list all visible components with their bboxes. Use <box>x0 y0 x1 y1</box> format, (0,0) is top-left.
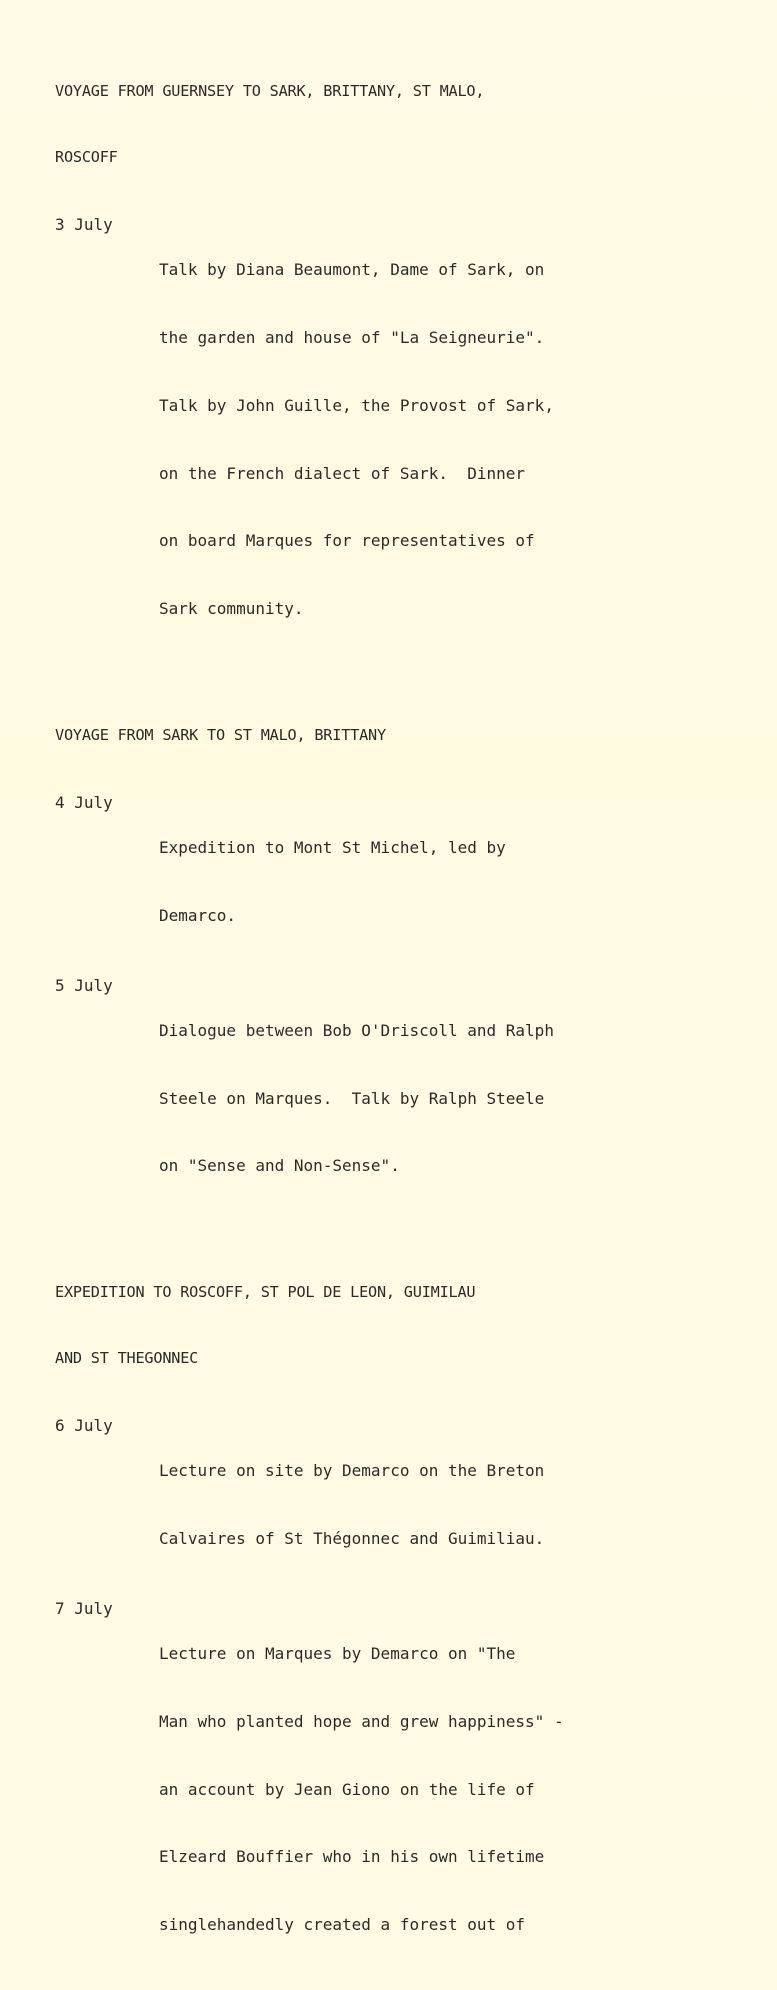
heading-line: AND ST THEGONNEC <box>55 1349 199 1368</box>
description-line: Dialogue between Bob O'Driscoll and Ralph <box>159 1020 554 1040</box>
entry-description <box>159 1598 745 1982</box>
itinerary-entry <box>55 975 745 1224</box>
description-line: Lecture on site by Demarco on the Breton <box>159 1461 545 1481</box>
itinerary-content <box>55 36 745 1990</box>
description-line: Expedition to Mont St Michel, led by <box>159 838 506 858</box>
description-line: Elzeard Bouffier who in his own lifetime <box>159 1847 545 1867</box>
entry-description <box>159 1415 745 1596</box>
description-line: Steele on Marques. Talk by Ralph Steele <box>159 1088 545 1108</box>
entry-date: 6 July <box>55 1416 113 1436</box>
entry-date: 4 July <box>55 792 113 812</box>
description-line: Demarco. <box>159 905 237 925</box>
description-line: Talk by John Guille, the Provost of Sark, <box>159 395 554 415</box>
entry-description <box>159 975 745 1224</box>
entry-date: 3 July <box>55 215 113 234</box>
heading-line: ROSCOFF <box>55 148 118 166</box>
description-line: Sark community. <box>159 599 304 619</box>
description-line: singlehandedly created a forest out of <box>159 1915 526 1935</box>
description-line: Lecture on Marques by Demarco on "The <box>159 1644 516 1664</box>
entry-date: 5 July <box>55 975 113 995</box>
entry-date: 7 July <box>55 1598 113 1618</box>
heading-line: VOYAGE FROM GUERNSEY TO SARK, BRITTANY, ST MALO, <box>55 82 485 100</box>
section-heading <box>55 1237 745 1413</box>
section-heading <box>55 36 745 212</box>
section-expedition-roscoff <box>55 1237 745 1982</box>
description-line: on "Sense and Non-Sense". <box>159 1156 400 1176</box>
description-line: Man who planted hope and grew happiness" - <box>159 1711 564 1731</box>
description-line: Talk by Diana Beaumont, Dame of Sark, on <box>159 260 545 280</box>
description-line: on board Marques for representatives of <box>159 531 535 551</box>
entry-description <box>159 792 745 973</box>
itinerary-entry <box>55 1598 745 1982</box>
section-guernsey-to-sark <box>55 36 745 666</box>
section-heading <box>55 680 745 790</box>
description-line: Calvaires of St Thégonnec and Guimiliau. <box>159 1529 545 1549</box>
entry-description <box>159 214 745 666</box>
description-line: the garden and house of "La Seigneurie". <box>159 327 545 347</box>
itinerary-entry <box>55 1415 745 1596</box>
itinerary-entry <box>55 214 745 666</box>
description-line: an account by Jean Giono on the life of <box>159 1779 535 1799</box>
heading-line: VOYAGE FROM SARK TO ST MALO, BRITTANY <box>55 725 386 744</box>
section-sark-to-st-malo <box>55 680 745 1223</box>
description-line: on the French dialect of Sark. Dinner <box>159 463 526 483</box>
itinerary-entry <box>55 792 745 973</box>
heading-line: EXPEDITION TO ROSCOFF, ST POL DE LEON, GUIMILAU <box>55 1283 476 1302</box>
